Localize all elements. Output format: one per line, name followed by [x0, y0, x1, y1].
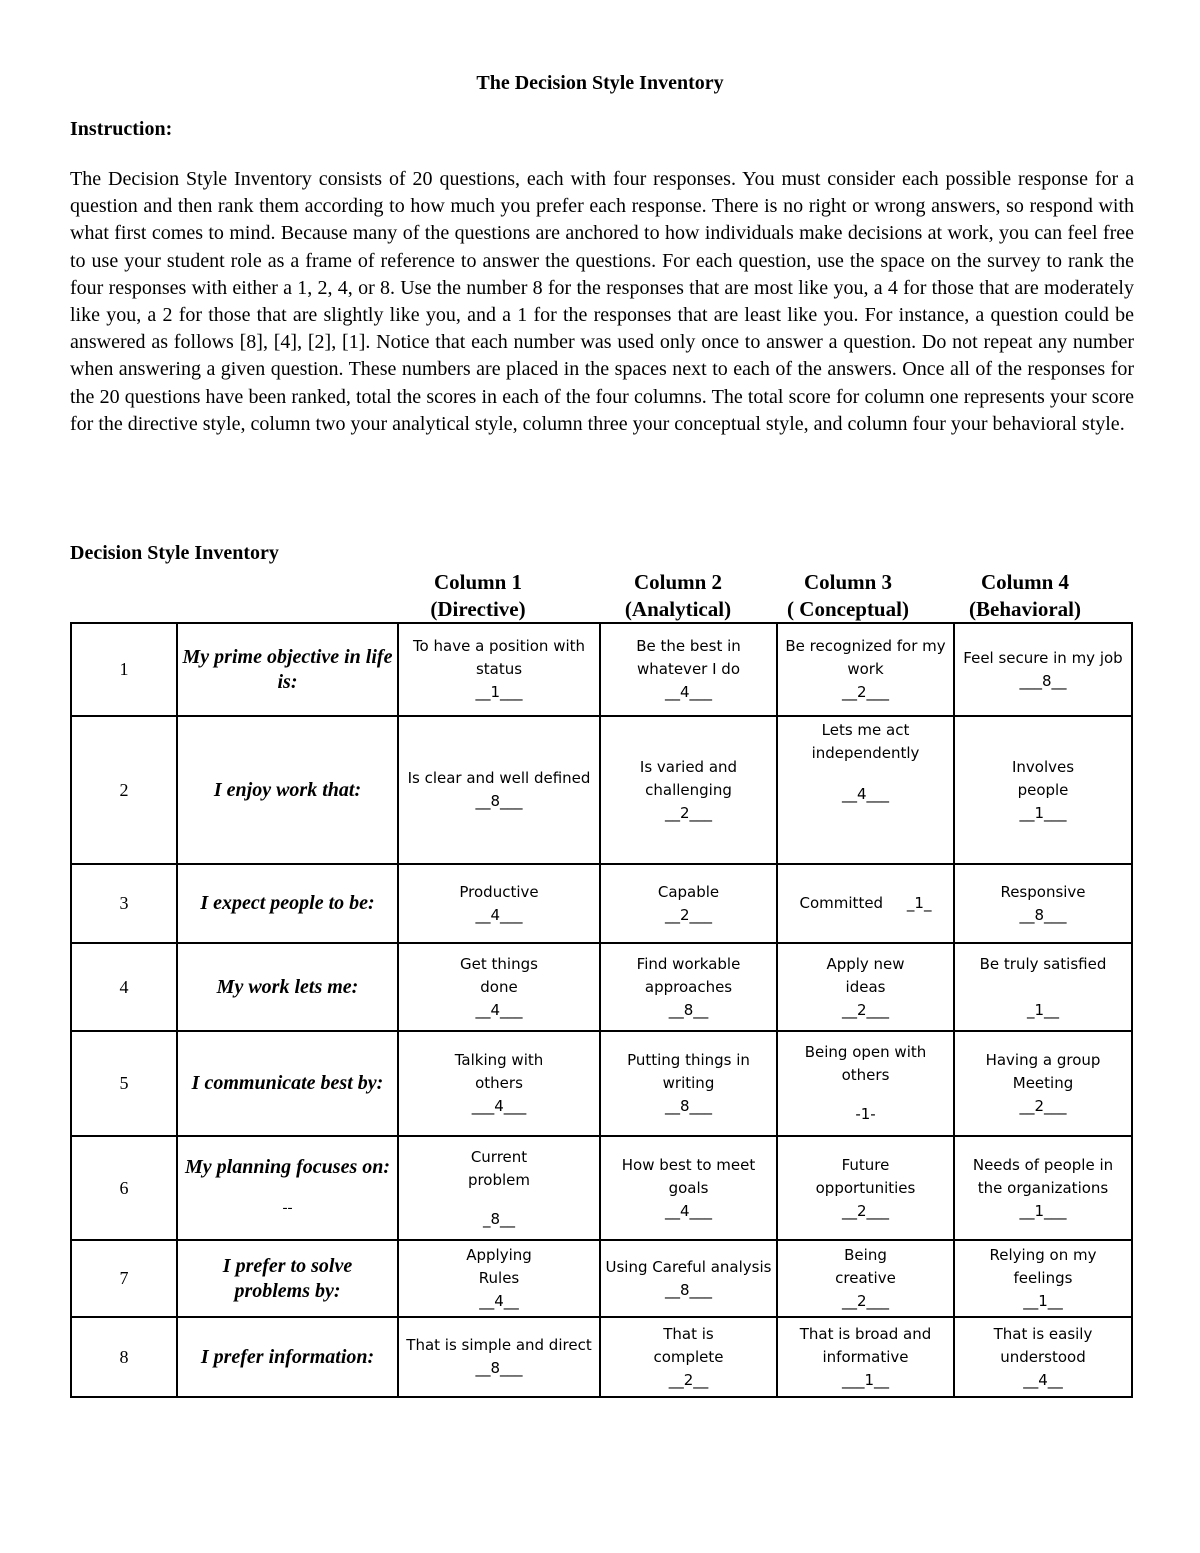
- question-prompt: My prime objective in life is:: [177, 623, 398, 716]
- response-text: Being open with others: [804, 1043, 927, 1084]
- response-cell-column-2: [600, 716, 777, 864]
- response-score[interactable]: __1___: [1019, 803, 1067, 822]
- question-note: --: [282, 1200, 293, 1216]
- response-cell-column-1: [398, 1136, 600, 1240]
- response-text: Be the best in whatever I do: [636, 637, 741, 678]
- response-cell-column-2: [600, 1031, 777, 1136]
- response-cell-column-2: [600, 1136, 777, 1240]
- column-4-style: (Behavioral): [969, 597, 1081, 621]
- response-text: Committed: [799, 894, 884, 912]
- table-heading: Decision Style Inventory: [70, 542, 279, 564]
- response-score[interactable]: __2___: [841, 1201, 890, 1220]
- response-text: Capable: [657, 882, 720, 901]
- response-text: That is complete: [653, 1324, 724, 1366]
- table-row: [71, 1240, 1132, 1317]
- response-text: Applying Rules: [466, 1246, 532, 1287]
- response-text: Future opportunities: [815, 1155, 916, 1197]
- response-cell-column-4: [954, 1136, 1132, 1240]
- response-cell-column-1: [398, 943, 600, 1031]
- question-number: 1: [71, 623, 177, 716]
- column-4-name: Column 4: [980, 570, 1070, 594]
- response-text: Using Careful analysis: [605, 1257, 772, 1276]
- question-number: 3: [71, 864, 177, 943]
- response-cell-column-2: [600, 623, 777, 716]
- response-cell-column-3: [777, 623, 954, 716]
- response-score[interactable]: ___8__: [1019, 671, 1067, 690]
- response-cell-column-1: [398, 716, 600, 864]
- question-number: 8: [71, 1317, 177, 1397]
- response-score[interactable]: __1__: [1023, 1292, 1063, 1310]
- column-2-header: [588, 569, 768, 623]
- response-cell-column-3: [777, 1031, 954, 1136]
- response-cell-column-3: [777, 1136, 954, 1240]
- response-score[interactable]: _8__: [482, 1209, 516, 1228]
- response-text: To have a position with status: [412, 637, 586, 678]
- response-cell-column-4: [954, 1317, 1132, 1397]
- response-score[interactable]: __4___: [664, 1201, 713, 1220]
- response-cell-column-4: [954, 864, 1132, 943]
- response-score[interactable]: __8___: [664, 1280, 713, 1299]
- response-text: Lets me act independently: [811, 721, 920, 762]
- response-score[interactable]: __2___: [841, 1000, 890, 1019]
- response-score[interactable]: __4___: [475, 905, 523, 924]
- response-score[interactable]: __2___: [841, 683, 890, 701]
- instruction-paragraph: The Decision Style Inventory consists of 20 questions, each with four responses. You must consider each possible response for a question and then rank them according to how much you prefer each response. There is no right or wrong answers, so respond with what first comes to mind. Because many of the questions are anchored to how individuals make decisions at work, you can feel free to use your student role as a frame of reference to answer the questions. For each question, use the space on the survey to rank the four responses with either a 1, 2, 4, or 8. Use the number 8 for the responses that are most like you, a 4 for those that are moderately like you, a 2 for those that are slightly like you, and a 1 for the responses that are least like you. For instance, a question could be answered as follows [8], [4], [2], [1]. Notice that each number was used only once to answer a question. Do not repeat any number when answering a given question. These numbers are placed in the spaces next to each of the answers. Once all of the responses for the 20 questions have been ranked, total the scores in each of the four columns. The total score for column one represents your score for the directive style, column two your analytical style, column three your conceptual style, and column four your behavioral style.: [70, 168, 1134, 435]
- table-row: [71, 943, 1132, 1031]
- response-cell-column-3: [777, 943, 954, 1031]
- response-cell-column-1: [398, 1031, 600, 1136]
- response-score[interactable]: _1__: [1026, 1000, 1060, 1019]
- question-number: 4: [71, 943, 177, 1031]
- question-prompt: My work lets me:: [177, 943, 398, 1031]
- column-1-header: [388, 569, 568, 623]
- table-row: [71, 864, 1132, 943]
- response-text: Find workable approaches: [636, 954, 741, 996]
- response-text: That is easily understood: [993, 1324, 1093, 1366]
- table-row: [71, 1031, 1132, 1136]
- response-text: Involves people: [1011, 757, 1075, 799]
- question-prompt: [177, 1240, 398, 1317]
- response-score[interactable]: __4___: [664, 683, 713, 701]
- question-prompt: [177, 1136, 398, 1240]
- table-row: [71, 1136, 1132, 1240]
- response-score[interactable]: __2___: [1019, 1097, 1067, 1115]
- response-score[interactable]: __1___: [1019, 1201, 1067, 1220]
- response-cell-column-4: [954, 716, 1132, 864]
- column-1-style: (Directive): [430, 597, 526, 621]
- response-text: Needs of people in the organizations: [972, 1155, 1114, 1197]
- response-score[interactable]: __4___: [841, 785, 890, 803]
- response-cell-column-4: [954, 623, 1132, 716]
- question-number: 7: [71, 1240, 177, 1317]
- response-cell-column-1: [398, 1317, 600, 1397]
- response-score[interactable]: __8__: [668, 1000, 709, 1019]
- response-text: Is varied and challenging: [639, 757, 738, 799]
- response-text: Is clear and well defined: [407, 769, 591, 787]
- response-score[interactable]: __2__: [668, 1370, 709, 1389]
- response-text: Get things done: [460, 954, 538, 996]
- table-row: [71, 623, 1132, 716]
- question-number: 2: [71, 716, 177, 864]
- response-cell-column-2: [600, 943, 777, 1031]
- question-prompt: I enjoy work that:: [177, 716, 398, 864]
- response-cell-column-3: [777, 1317, 954, 1397]
- response-score[interactable]: __2___: [841, 1292, 890, 1310]
- response-cell-column-4: [954, 943, 1132, 1031]
- response-score[interactable]: -1-: [855, 1105, 876, 1123]
- response-text: Putting things in writing: [627, 1051, 750, 1092]
- question-number: 6: [71, 1136, 177, 1240]
- response-cell-column-1: [398, 623, 600, 716]
- response-cell-column-1: [398, 864, 600, 943]
- response-score[interactable]: __2___: [664, 803, 713, 822]
- response-text: Be recognized for my work: [785, 637, 946, 678]
- column-3-header: [758, 569, 938, 623]
- response-score[interactable]: __1___: [475, 683, 523, 701]
- response-score[interactable]: __4__: [479, 1292, 519, 1310]
- inventory-table: [70, 622, 1133, 1398]
- question-prompt: I prefer information:: [177, 1317, 398, 1397]
- question-text: My planning focuses on:: [184, 1156, 391, 1178]
- response-text: Be truly satisfied: [979, 954, 1107, 973]
- response-cell-column-1: [398, 1240, 600, 1317]
- response-text: Apply new ideas: [826, 954, 905, 996]
- response-score[interactable]: __4__: [1023, 1370, 1063, 1389]
- response-text: Talking with others: [454, 1051, 544, 1092]
- response-text: Having a group Meeting: [985, 1051, 1101, 1092]
- response-cell-column-2: [600, 1240, 777, 1317]
- document-title: The Decision Style Inventory: [476, 72, 724, 94]
- column-2-name: Column 2: [633, 570, 723, 594]
- response-cell-column-2: [600, 1317, 777, 1397]
- question-text: I prefer to solve problems by:: [222, 1254, 353, 1302]
- column-4-header: [935, 569, 1115, 623]
- response-text: Current problem: [467, 1147, 531, 1189]
- question-prompt: I expect people to be:: [177, 864, 398, 943]
- response-text: Responsive: [1000, 882, 1086, 901]
- response-score[interactable]: _1_: [906, 894, 932, 912]
- response-score[interactable]: __8___: [475, 1359, 523, 1377]
- response-text: Relying on my feelings: [989, 1246, 1097, 1287]
- question-prompt: I communicate best by:: [177, 1031, 398, 1136]
- response-score[interactable]: ___1__: [841, 1370, 890, 1389]
- response-text: Productive: [459, 882, 539, 901]
- response-cell-column-3: [777, 864, 954, 943]
- response-text: Being creative: [835, 1246, 896, 1287]
- table-row: [71, 1317, 1132, 1397]
- response-score[interactable]: __2___: [664, 905, 713, 924]
- response-cell-column-2: [600, 864, 777, 943]
- response-text: Feel secure in my job: [963, 648, 1123, 667]
- response-cell-column-4: [954, 1031, 1132, 1136]
- response-score[interactable]: __4___: [475, 1000, 523, 1019]
- column-1-name: Column 1: [433, 570, 523, 594]
- column-3-name: Column 3: [803, 570, 893, 594]
- response-cell-column-3: [777, 716, 954, 864]
- response-cell-column-3: [777, 1240, 954, 1317]
- response-text: That is simple and direct: [406, 1336, 592, 1354]
- response-score[interactable]: ___4___: [471, 1097, 527, 1115]
- question-number: 5: [71, 1031, 177, 1136]
- response-score[interactable]: __8___: [1019, 905, 1067, 924]
- response-cell-column-4: [954, 1240, 1132, 1317]
- column-3-style: ( Conceptual): [787, 597, 909, 621]
- response-score[interactable]: __8___: [664, 1097, 713, 1115]
- response-text: That is broad and informative: [799, 1324, 932, 1366]
- table-row: [71, 716, 1132, 864]
- response-score[interactable]: __8___: [475, 792, 523, 810]
- instruction-heading: Instruction:: [70, 118, 173, 140]
- response-text: How best to meet goals: [621, 1155, 756, 1197]
- column-2-style: (Analytical): [624, 597, 732, 621]
